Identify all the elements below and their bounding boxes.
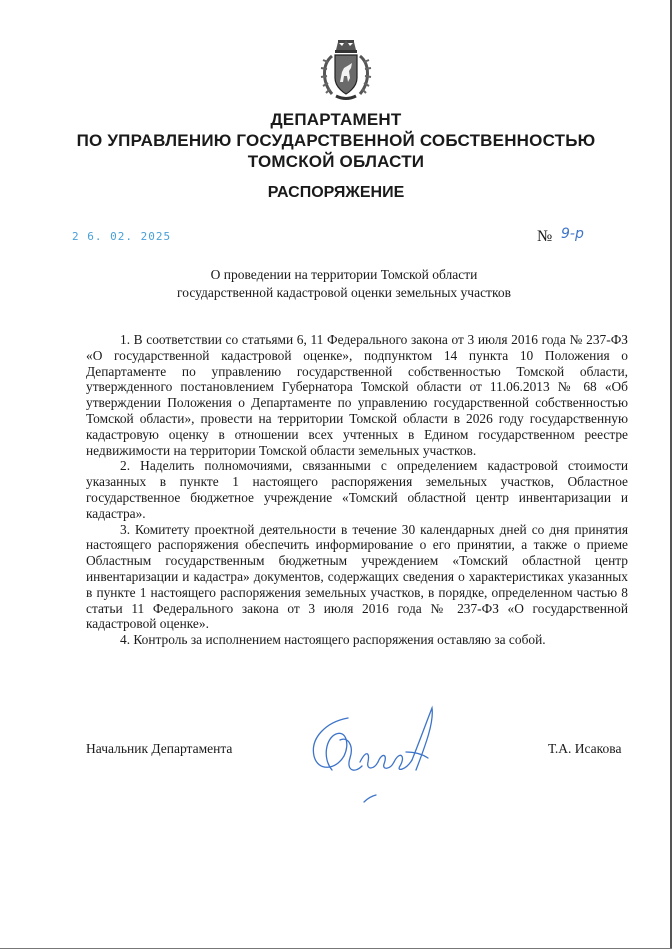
department-title-line-2: ПО УПРАВЛЕНИЮ ГОСУДАРСТВЕННОЙ СОБСТВЕННОСТЬЮ	[76, 131, 596, 150]
handwritten-signature	[296, 700, 456, 810]
handwritten-number: 9-р	[561, 226, 584, 242]
paragraph-1: 1. В соответствии со статьями 6, 11 Федерального закона от 3 июля 2016 года № 237-ФЗ «О государственной кадастровой оценке», подпунктом 14 пункта 10 Положения о Департаменте по управлению государственной собственностью Томской области, утвержденного постановлением Губернатора Томской области от 11.06.2013 № 68 «Об утверждении Положения о Департаменте по управлению государственной собственностью Томской области», провести на территории Томской области в 2026 году государственную кадастровую оценку в отношении всех учтенных в Едином государственном реестре недвижимости на территории Томской области земельных участков.	[86, 332, 628, 458]
signer-position: Начальник Департамента	[86, 741, 233, 756]
signer-name: Т.А. Исакова	[548, 741, 622, 756]
number-label: №	[537, 228, 553, 245]
department-title-line-3: ТОМСКОЙ ОБЛАСТИ	[247, 152, 425, 171]
document-subject	[0, 266, 672, 302]
paragraph-3: 3. Комитету проектной деятельности в течение 30 календарных дней со дня принятия настоящего распоряжения обеспечить информирование о его принятии, а также о приеме Областным государственным бюджетным учреждением «Томский областной центр инвентаризации и кадастра» документов, содержащих сведения о характеристиках указанных в пункте 1 настоящего распоряжения земельных участков, в порядке, определенном частью 8 статьи 11 Федерального закона от 3 июля 2016 года № 237-ФЗ «О государственной кадастровой оценке».	[86, 521, 628, 632]
paragraph-4: 4. Контроль за исполнением настоящего распоряжения оставляю за собой.	[120, 632, 546, 648]
document-type-title: РАСПОРЯЖЕНИЕ	[267, 184, 405, 201]
date-stamp: 2 6. 02. 2025	[72, 230, 172, 243]
coat-of-arms-icon	[318, 38, 374, 102]
subject-line-2: государственной кадастровой оценки земельных участков	[177, 285, 511, 300]
paragraph-2: 2. Наделить полномочиями, связанными с определением кадастровой стоимости указанных в пункте 1 настоящего распоряжения земельных участков, Областное государственное бюджетное учреждение «Томский областной центр инвентаризации и кадастра».	[86, 458, 628, 521]
department-title-line-1: ДЕПАРТАМЕНТ	[270, 110, 402, 129]
document-body	[86, 332, 628, 648]
subject-line-1: О проведении на территории Томской области	[210, 267, 478, 282]
